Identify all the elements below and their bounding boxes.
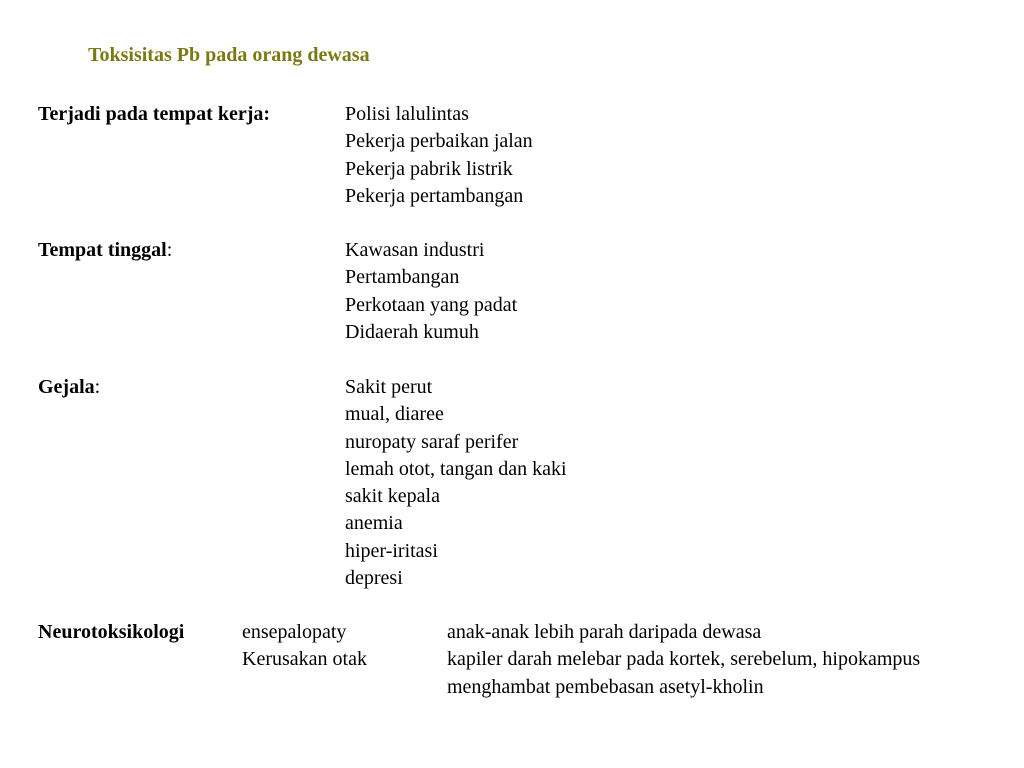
- section-label-text: Tempat tinggal: [38, 239, 167, 261]
- symptoms-list: [345, 374, 567, 592]
- list-item: Pertambangan: [345, 266, 460, 289]
- section-label-suffix: :: [166, 239, 173, 261]
- residence-list: [345, 237, 517, 346]
- list-item: menghambat pembebasan asetyl-kholin: [447, 675, 764, 698]
- section-label-suffix: :: [94, 376, 101, 398]
- list-item: Pekerja pabrik listrik: [345, 157, 513, 180]
- section-label-workplace: [38, 101, 270, 128]
- section-label-residence: [38, 237, 172, 264]
- workplace-list: [345, 101, 533, 210]
- list-item: Kerusakan otak: [242, 648, 367, 671]
- neuro-conditions-list: [242, 619, 367, 674]
- neuro-effects-list: [447, 619, 920, 701]
- list-item: Sakit perut: [345, 376, 433, 398]
- list-item: nuropaty saraf perifer: [345, 430, 519, 453]
- list-item: Pekerja pertambangan: [345, 184, 524, 207]
- list-item: anemia: [345, 512, 403, 535]
- list-item: sakit kepala: [345, 485, 440, 508]
- section-label-symptoms: [38, 374, 100, 401]
- list-item: kapiler darah melebar pada kortek, serebelum, hipokampus: [447, 648, 921, 671]
- list-item: Didaerah kumuh: [345, 320, 479, 343]
- list-item: hiper-iritasi: [345, 539, 438, 562]
- list-item: mual, diaree: [345, 403, 444, 426]
- section-label-neurotoxicology: Neurotoksikologi: [38, 621, 185, 643]
- list-item: ensepalopaty: [242, 621, 347, 643]
- section-label-text: Terjadi pada tempat kerja:: [38, 103, 271, 125]
- list-item: Pekerja perbaikan jalan: [345, 130, 533, 153]
- list-item: Perkotaan yang padat: [345, 293, 518, 316]
- section-label-text: Gejala: [38, 376, 95, 398]
- list-item: depresi: [345, 567, 403, 590]
- list-item: Polisi lalulintas: [345, 103, 469, 125]
- list-item: anak-anak lebih parah daripada dewasa: [447, 621, 762, 643]
- page-title: Toksisitas Pb pada orang dewasa: [88, 44, 370, 66]
- list-item: lemah otot, tangan dan kaki: [345, 457, 567, 480]
- list-item: Kawasan industri: [345, 239, 485, 261]
